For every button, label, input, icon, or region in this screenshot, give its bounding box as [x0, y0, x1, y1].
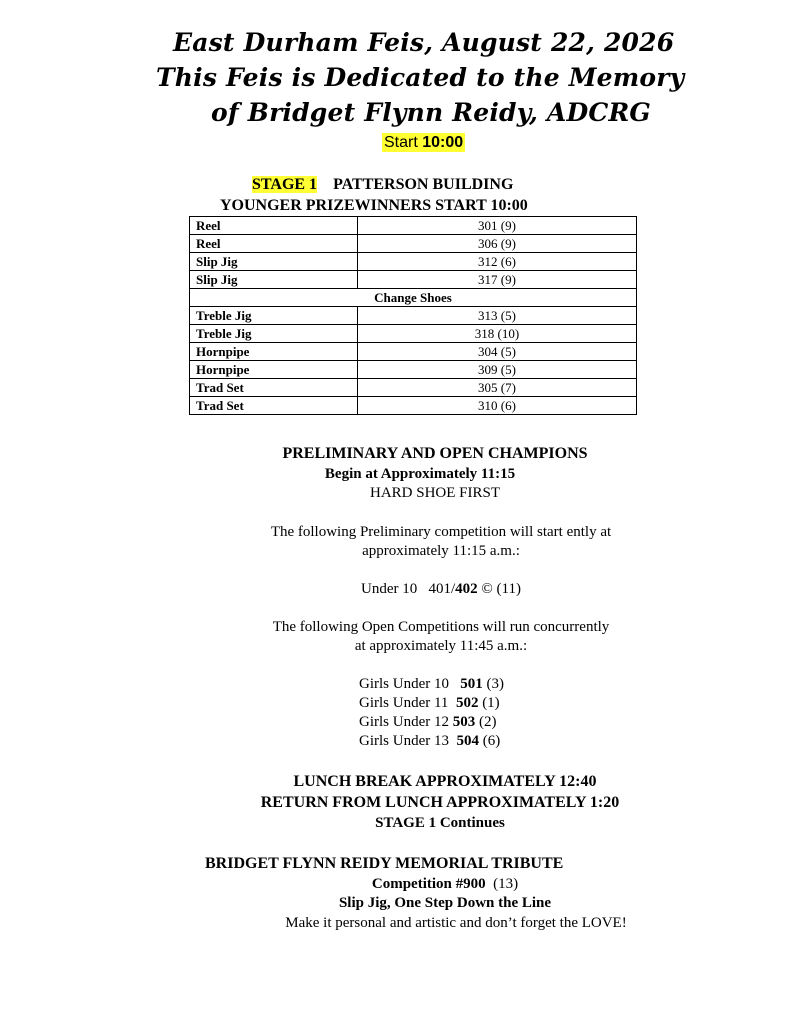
stage-subtitle: YOUNGER PRIZEWINNERS START 10:00 — [220, 197, 528, 214]
open-age: Girls Under 12 — [359, 714, 449, 730]
event-cell: Trad Set — [190, 379, 358, 397]
start-time-highlight — [382, 133, 465, 152]
table-row — [190, 361, 637, 379]
open-count: (1) — [482, 695, 500, 711]
change-shoes-cell: Change Shoes — [190, 289, 637, 307]
competition-cell: 313 (5) — [358, 307, 637, 325]
change-shoes-row — [190, 289, 637, 307]
tribute-competition — [200, 875, 690, 894]
open-intro-line-2: at approximately 11:45 a.m.: — [354, 638, 528, 654]
prelim-competition — [200, 580, 682, 599]
open-code: 501 — [460, 676, 483, 692]
competition-cell: 318 (10) — [358, 325, 637, 343]
stage-building: PATTERSON BUILDING — [333, 176, 514, 193]
competition-cell: 312 (6) — [358, 253, 637, 271]
prelim-intro-line-1: The following Preliminary competition will start ently at — [270, 524, 612, 540]
schedule-table — [189, 216, 637, 415]
stage-label: STAGE 1 — [252, 176, 318, 193]
table-row — [190, 253, 637, 271]
lunch-break: LUNCH BREAK APPROXIMATELY 12:40 — [293, 773, 597, 790]
competition-cell: 309 (5) — [358, 361, 637, 379]
open-code: 504 — [456, 733, 479, 749]
open-count: (2) — [479, 714, 497, 730]
prelim-code-b: 402 — [455, 581, 478, 597]
table-row — [190, 307, 637, 325]
start-label: Start — [384, 134, 418, 151]
title-line-1: East Durham Feis, August 22, 2026 — [173, 28, 675, 57]
list-item — [359, 713, 599, 732]
competition-cell: 310 (6) — [358, 397, 637, 415]
prelim-code-a: 401/ — [428, 581, 456, 597]
event-cell: Slip Jig — [190, 253, 358, 271]
event-cell: Treble Jig — [190, 325, 358, 343]
event-cell: Reel — [190, 235, 358, 253]
open-code: 502 — [455, 695, 479, 711]
event-cell: Hornpipe — [190, 361, 358, 379]
open-code: 503 — [452, 714, 476, 730]
champions-begin: Begin at Approximately 11:15 — [324, 466, 516, 482]
event-cell: Trad Set — [190, 397, 358, 415]
stage-heading — [252, 176, 513, 194]
table-row — [190, 271, 637, 289]
open-competition-list — [359, 675, 599, 751]
prelim-suffix: © (11) — [481, 581, 521, 597]
lunch-return: RETURN FROM LUNCH APPROXIMATELY 1:20 — [260, 794, 620, 811]
open-age: Girls Under 11 — [359, 695, 449, 711]
table-row — [190, 217, 637, 235]
table-row — [190, 379, 637, 397]
prelim-age: Under 10 — [360, 581, 418, 597]
competition-cell: 304 (5) — [358, 343, 637, 361]
competition-cell: 317 (9) — [358, 271, 637, 289]
tribute-count: (13) — [493, 876, 519, 892]
competition-cell: 301 (9) — [358, 217, 637, 235]
list-item — [359, 694, 599, 713]
tribute-note: Make it personal and artistic and don’t forget the LOVE! — [285, 915, 627, 931]
list-item — [359, 675, 599, 694]
open-count: (3) — [486, 676, 504, 692]
stage-continues: STAGE 1 Continues — [375, 815, 505, 831]
prelim-intro-line-2: approximately 11:15 a.m.: — [362, 543, 520, 559]
table-row — [190, 235, 637, 253]
competition-cell: 306 (9) — [358, 235, 637, 253]
hard-shoe-note: HARD SHOE FIRST — [369, 485, 501, 501]
event-cell: Reel — [190, 217, 358, 235]
title-line-2: This Feis is Dedicated to the Memory — [156, 63, 685, 92]
event-cell: Slip Jig — [190, 271, 358, 289]
list-item — [359, 732, 599, 751]
tribute-heading: BRIDGET FLYNN REIDY MEMORIAL TRIBUTE — [205, 855, 564, 872]
champions-heading: PRELIMINARY AND OPEN CHAMPIONS — [282, 445, 588, 462]
tribute-dance: Slip Jig, One Step Down the Line — [338, 895, 552, 911]
table-row — [190, 343, 637, 361]
start-time: 10:00 — [422, 134, 464, 151]
table-row — [190, 397, 637, 415]
title-line-3: of Bridget Flynn Reidy, ADCRG — [211, 98, 651, 127]
open-age: Girls Under 10 — [359, 676, 449, 692]
open-age: Girls Under 13 — [359, 733, 449, 749]
event-cell: Hornpipe — [190, 343, 358, 361]
tribute-comp-number: Competition #900 — [371, 876, 486, 892]
table-row — [190, 325, 637, 343]
open-intro-line-1: The following Open Competitions will run concurrently — [272, 619, 610, 635]
open-count: (6) — [482, 733, 501, 749]
competition-cell: 305 (7) — [358, 379, 637, 397]
event-cell: Treble Jig — [190, 307, 358, 325]
